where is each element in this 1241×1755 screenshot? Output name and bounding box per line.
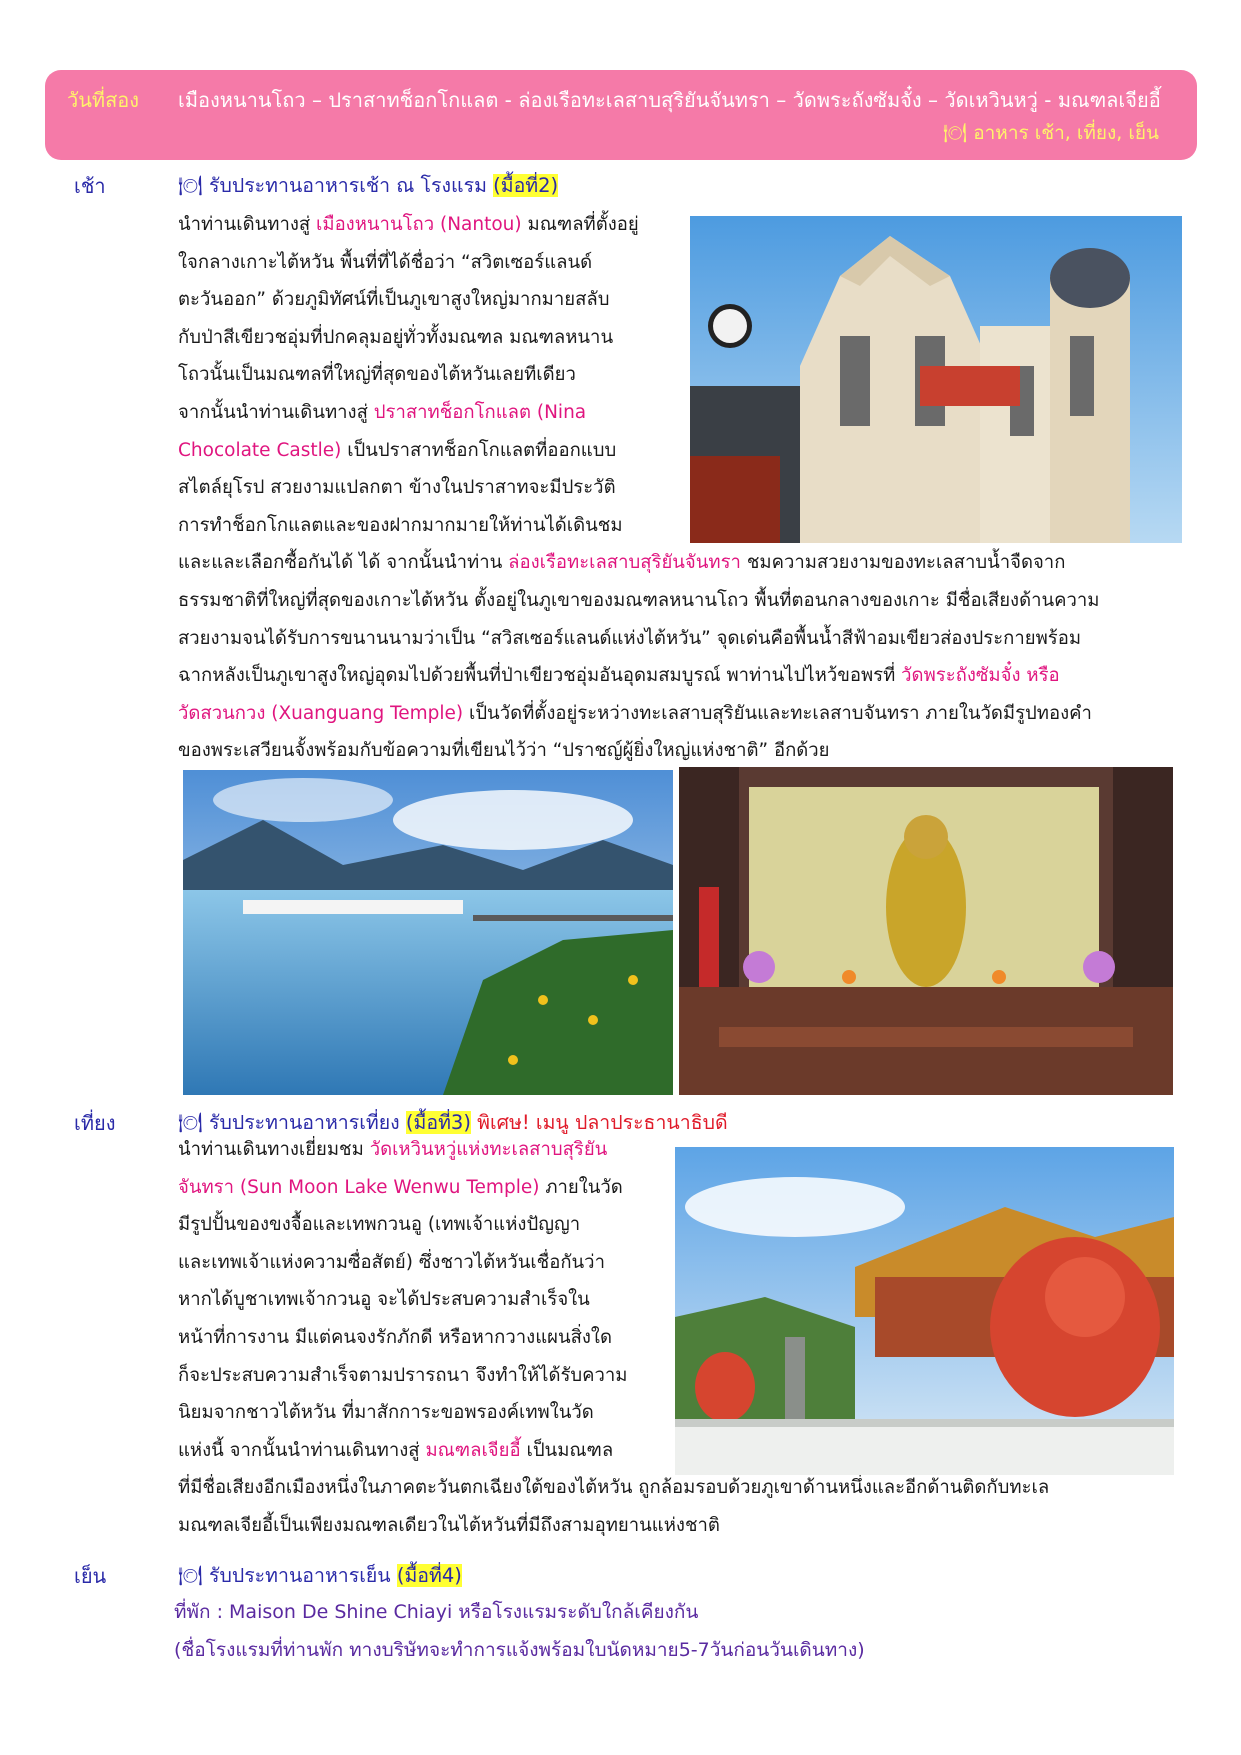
evening-label: เย็น	[74, 1564, 107, 1588]
text-segment: การทำช็อกโกแลตและของฝากมากมายให้ท่านได้เดินชม	[178, 514, 623, 536]
morning-paragraph-line	[178, 657, 1060, 694]
text-segment: ของพระเสวียนจั้งพร้อมกับข้อความที่เขียนไว้ว่า “ปราชญ์ผู้ยิ่งใหญ่แห่งชาติ” อีกด้วย	[178, 740, 830, 762]
text-segment: โถวนั้นเป็นมณฑลที่ใหญ่ที่สุดของไต้หวันเลยทีเดียว	[178, 364, 576, 386]
morning-paragraph-line	[178, 695, 1092, 732]
morning-paragraph-line	[178, 544, 1065, 581]
morning-paragraph-line	[178, 469, 616, 506]
meal-icon: 🍽	[943, 122, 968, 144]
banner-meals-text: อาหาร เช้า, เที่ยง, เย็น	[973, 122, 1159, 144]
text-segment: ใจกลางเกาะไต้หวัน พื้นที่ที่ได้ชื่อว่า “สวิตเซอร์แลนด์	[178, 251, 593, 273]
highlighted-place: จันทรา (Sun Moon Lake Wenwu Temple)	[178, 1176, 540, 1198]
noon-meal-number: (มื้อที่3)	[405, 1111, 471, 1134]
text-segment: และและเลือกซื้อกันได้ ได้ จากนั้นนำท่าน	[178, 552, 509, 574]
text-segment: ธรรมชาติที่ใหญ่ที่สุดของเกาะไต้หวัน ตั้งอยู่ในภูเขาของมณฑลหนานโถว พื้นที่ตอนกลางของเกาะ มีชื่อเสียงด้านความ	[178, 590, 1100, 611]
morning-paragraph-line	[178, 507, 623, 544]
morning-paragraph-line	[178, 732, 830, 769]
text-segment: ตะวันออก” ด้วยภูมิทัศน์ที่เป็นภูเขาสูงใหญ่มากมายสลับ	[178, 289, 610, 311]
text-segment: ภายในวัด	[539, 1176, 623, 1198]
text-segment: นำท่านเดินทางสู่	[178, 214, 317, 235]
morning-paragraph-line	[178, 206, 639, 243]
morning-paragraph-line	[178, 620, 1081, 657]
text-segment: หน้าที่การงาน มีแต่คนจงรักภักดี หรือหากวางแผนสิ่งใด	[178, 1327, 612, 1348]
wenwu-temple-photo	[675, 1147, 1174, 1475]
noon-paragraph-line	[178, 1281, 590, 1318]
text-segment: และเทพเจ้าแห่งความซื่อสัตย์) ซึ่งชาวไต้หวันเชื่อกันว่า	[178, 1251, 605, 1273]
morning-paragraph-line	[178, 319, 613, 356]
noon-label: เที่ยง	[74, 1111, 116, 1135]
highlighted-place: เมืองหนานโถว (Nantou)	[316, 214, 522, 235]
noon-paragraph-line	[178, 1432, 613, 1469]
morning-label: เช้า	[74, 174, 106, 198]
noon-paragraph-line	[178, 1131, 607, 1168]
highlighted-place: ล่องเรือทะเลสาบสุริยันจันทรา	[508, 552, 741, 574]
xuanguang-temple-photo	[679, 767, 1173, 1095]
meal-icon: 🍽	[178, 1564, 203, 1587]
day-route: เมืองหนานโถว – ปราสาทช็อกโกแลต - ล่องเรือทะเลสาบสุริยันจันทรา – วัดพระถังซัมจั๋ง – วัดเหวินหวู่ - มณฑลเจียอี้	[178, 88, 1161, 112]
highlighted-place: ปราสาทช็อกโกแลต (Nina	[373, 402, 587, 423]
noon-paragraph-line	[178, 1357, 628, 1394]
morning-paragraph-line	[178, 582, 1099, 619]
evening-meal-text: รับประทานอาหารเย็น	[208, 1564, 391, 1587]
text-segment: มณฑลเจียอี้เป็นเพียงมณฑลเดียวในไต้หวันที่มีถึงสามอุทยานแห่งชาติ	[178, 1515, 720, 1536]
morning-meal-number: (มื้อที่2)	[493, 174, 559, 197]
banner-meals	[943, 118, 1159, 148]
noon-paragraph-line	[178, 1169, 623, 1206]
text-segment: นำท่านเดินทางเยี่ยมชม	[178, 1139, 370, 1160]
hotel-note: (ชื่อโรงแรมที่ท่านพัก ทางบริษัทจะทำการแจ้งพร้อมใบนัดหมาย5-7วันก่อนวันเดินทาง)	[174, 1639, 865, 1661]
noon-special-menu: พิเศษ! เมนู ปลาประธานาธิบดี	[477, 1111, 728, 1134]
morning-meal-text: รับประทานอาหารเช้า ณ โรงแรม	[208, 174, 487, 197]
morning-paragraph-line	[178, 356, 576, 393]
meal-icon: 🍽	[178, 174, 203, 197]
text-segment: เป็นมณฑล	[520, 1439, 614, 1461]
evening-meal-number: (มื้อที่4)	[396, 1564, 462, 1587]
noon-paragraph-line	[178, 1507, 720, 1544]
highlighted-place: วัดพระถังซัมจั๋ง หรือ	[901, 665, 1060, 687]
text-segment: สวยงามจนได้รับการขนานนามว่าเป็น “สวิสเซอร์แลนด์แห่งไต้หวัน” จุดเด่นคือพื้นน้ำสีฟ้าอมเขียวส่องประกายพร้อม	[178, 627, 1082, 649]
text-segment: แห่งนี้ จากนั้นนำท่านเดินทางสู่	[178, 1439, 426, 1461]
evening-meal	[178, 1560, 462, 1591]
highlighted-place: Chocolate Castle)	[178, 439, 342, 461]
text-segment: ที่มีชื่อเสียงอีกเมืองหนึ่งในภาคตะวันตกเฉียงใต้ของไต้หวัน ถูกล้อมรอบด้วยภูเขาด้านหนึ่งและอีกด้านติดกับทะเล	[178, 1477, 1050, 1499]
text-segment: มีรูปปั้นของขงจื้อและเทพกวนอู (เทพเจ้าแห่งปัญญา	[178, 1214, 581, 1236]
text-segment: มณฑลที่ตั้งอยู่	[521, 214, 639, 235]
sun-moon-lake-photo	[183, 770, 673, 1095]
highlighted-place: มณฑลเจียอี้	[425, 1439, 521, 1461]
text-segment: หากได้บูชาเทพเจ้ากวนอู จะได้ประสบความสำเร็จใน	[178, 1289, 590, 1311]
noon-paragraph-line	[178, 1319, 612, 1356]
morning-paragraph-line	[178, 281, 609, 318]
text-segment: จากนั้นนำท่านเดินทางสู่	[178, 402, 374, 423]
hotel-info: ที่พัก : Maison De Shine Chiayi หรือโรงแรมระดับใกล้เคียงกัน	[174, 1601, 699, 1623]
meal-icon: 🍽	[178, 1111, 203, 1134]
text-segment: ฉากหลังเป็นภูเขาสูงใหญ่อุดมไปด้วยพื้นที่ป่าเขียวชอุ่มอันอุดมสมบูรณ์ พาท่านไปไหว้ขอพรที่	[178, 665, 902, 687]
noon-meal-text: รับประทานอาหารเที่ยง	[208, 1111, 400, 1134]
text-segment: เป็นวัดที่ตั้งอยู่ระหว่างทะเลสาบสุริยันและทะเลสาบจันทรา ภายในวัดมีรูปทองคำ	[463, 702, 1092, 724]
noon-paragraph-line	[178, 1394, 594, 1431]
morning-paragraph-line	[178, 432, 616, 469]
highlighted-place: วัดสวนกวง (Xuanguang Temple)	[178, 702, 464, 724]
text-segment: ชมความสวยงามของทะเลสาบน้ำจืดจาก	[740, 552, 1066, 574]
text-segment: นิยมจากชาวไต้หวัน ที่มาสักการะขอพรองค์เทพในวัด	[178, 1402, 594, 1424]
text-segment: เป็นปราสาทช็อกโกแลตที่ออกแบบ	[341, 439, 617, 461]
morning-paragraph-line	[178, 244, 592, 281]
text-segment: กับป่าสีเขียวชอุ่มที่ปกคลุมอยู่ทั่วทั้งมณฑล มณฑลหนาน	[178, 326, 614, 348]
day-banner	[45, 70, 1197, 160]
text-segment: ก็จะประสบความสำเร็จตามปรารถนา จึงทำให้ได้รับความ	[178, 1364, 628, 1386]
chocolate-castle-photo	[690, 216, 1182, 543]
highlighted-place: วัดเหวินหวู่แห่งทะเลสาบสุริยัน	[369, 1139, 608, 1160]
day-title: วันที่สอง	[67, 88, 140, 112]
noon-paragraph-line	[178, 1206, 580, 1243]
morning-meal	[178, 170, 558, 201]
text-segment: สไตล์ยุโรป สวยงามแปลกตา ข้างในปราสาทจะมีประวัติ	[178, 477, 616, 499]
noon-paragraph-line	[178, 1244, 605, 1281]
morning-paragraph-line	[178, 394, 586, 431]
